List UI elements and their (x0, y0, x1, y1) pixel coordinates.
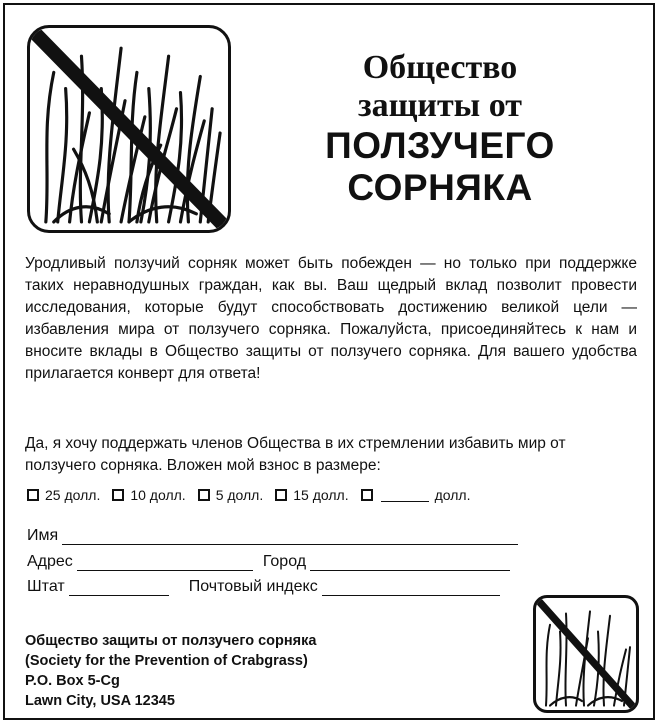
address-city-row (27, 553, 510, 571)
address-line-3: P.O. Box 5-Cg (25, 673, 120, 689)
organization-address (25, 631, 316, 711)
amount-option-other[interactable] (361, 487, 471, 503)
checkbox-10[interactable] (112, 489, 124, 501)
amount-option-5[interactable] (198, 487, 264, 503)
checkbox-other[interactable] (361, 489, 373, 501)
checkbox-25[interactable] (27, 489, 39, 501)
other-amount-field[interactable] (381, 489, 429, 502)
amount-option-25[interactable] (27, 487, 100, 503)
state-label: Штат (27, 578, 65, 595)
donation-amounts (27, 487, 637, 503)
support-paragraph: Да, я хочу поддержать членов Общества в их стремлении избавить мир от ползучего сорняка. Вложен мой взнос в размере: (25, 435, 566, 474)
state-zip-row (27, 578, 500, 596)
address-label: Адрес (27, 553, 73, 570)
zip-label: Почтовый индекс (188, 578, 318, 595)
address-line-2: (Society for the Prevention of Crabgrass) (25, 653, 308, 669)
amount-label-15: 15 долл. (293, 487, 349, 503)
title-line-1: Общество (362, 49, 518, 86)
title-line-2: защиты от (358, 87, 522, 124)
amount-option-10[interactable] (112, 487, 185, 503)
page-title (305, 49, 575, 209)
title-line-3: ПОЛЗУЧЕГО (325, 125, 555, 166)
amount-option-15[interactable] (275, 487, 348, 503)
intro-paragraph: Уродливый ползучий сорняк может быть побежден — но только при поддержке таких неравнодушных граждан, как вы. Ваш щедрый вклад позволит провести исследования, которые будут способствовать достижению великой цели — избавления мира от ползучего сорняка. Пожалуйста, присоединяйтесь к нам и вносите вклады в Общество защиты от ползучего сорняка. Для вашего удобства прилагается конверт для ответа! (25, 255, 637, 382)
no-crabgrass-icon (27, 25, 231, 233)
amount-label-25: 25 долл. (45, 487, 101, 503)
name-row (27, 527, 518, 545)
name-field[interactable] (62, 530, 518, 545)
no-crabgrass-small-icon (533, 595, 639, 713)
amount-label-5: 5 долл. (215, 487, 264, 503)
checkbox-15[interactable] (275, 489, 287, 501)
zip-field[interactable] (322, 581, 500, 596)
address-line-4: Lawn City, USA 12345 (25, 693, 175, 709)
city-label: Город (262, 553, 307, 570)
amount-label-10: 10 долл. (130, 487, 186, 503)
name-label: Имя (27, 527, 59, 544)
title-line-4: СОРНЯКА (347, 167, 533, 208)
state-field[interactable] (69, 581, 169, 596)
donation-form-page (3, 3, 655, 720)
amount-label-other: долл. (434, 487, 471, 503)
checkbox-5[interactable] (198, 489, 210, 501)
city-field[interactable] (310, 556, 510, 571)
address-field[interactable] (77, 556, 253, 571)
address-line-1: Общество защиты от ползучего сорняка (25, 633, 317, 649)
